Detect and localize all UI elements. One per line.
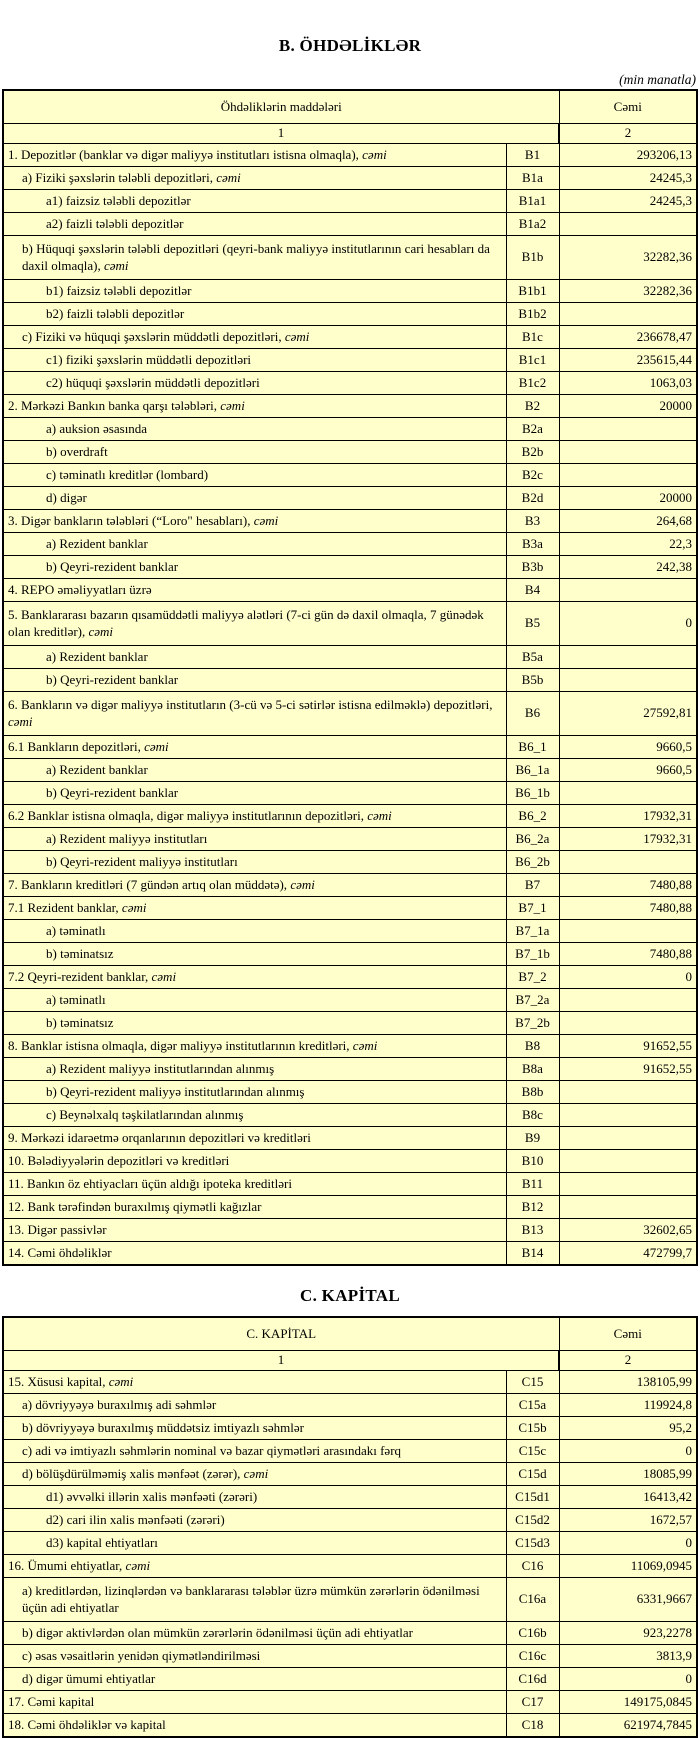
row-code-cell: B7_1a <box>506 920 559 943</box>
table-row <box>3 1509 697 1532</box>
row-code-cell: B7_1 <box>506 897 559 920</box>
row-label-cell: 16. Ümumi ehtiyatlar, cəmi <box>3 1555 506 1578</box>
row-code-cell: B6_1 <box>506 736 559 759</box>
table-row <box>3 805 697 828</box>
row-code-cell: B3b <box>506 556 559 579</box>
row-value-cell <box>559 579 697 602</box>
row-value-cell <box>559 646 697 669</box>
row-label-cell: 6.1 Bankların depozitləri, cəmi <box>3 736 506 759</box>
row-value-cell <box>559 1104 697 1127</box>
table-row <box>3 874 697 897</box>
row-code-cell: B2b <box>506 441 559 464</box>
row-code-cell: B3 <box>506 510 559 533</box>
row-value-cell: 32282,36 <box>559 236 697 280</box>
row-label-cell: a) təminatlı <box>3 920 506 943</box>
table-row <box>3 280 697 303</box>
row-label-cell: b) Qeyri-rezident banklar <box>3 782 506 805</box>
table-row <box>3 1150 697 1173</box>
row-value-cell <box>559 851 697 874</box>
row-value-cell: 0 <box>559 1440 697 1463</box>
row-code-cell: B3a <box>506 533 559 556</box>
row-label-cell: b) Qeyri-rezident banklar <box>3 669 506 692</box>
row-value-cell <box>559 1150 697 1173</box>
row-label-cell: 10. Bələdiyyələrin depozitləri və kreditləri <box>3 1150 506 1173</box>
row-code-cell: B7_2a <box>506 989 559 1012</box>
row-value-cell: 20000 <box>559 487 697 510</box>
section-b-title: B. ÖHDƏLİKLƏR <box>278 36 422 55</box>
row-value-cell: 1063,03 <box>559 372 697 395</box>
row-label-cell: 3. Digər bankların tələbləri (“Loro" hesabları), cəmi <box>3 510 506 533</box>
table-row <box>3 326 697 349</box>
table-row <box>3 533 697 556</box>
row-value-cell: 236678,47 <box>559 326 697 349</box>
row-label-cell: b) Hüquqi şəxslərin tələbli depozitləri (qeyri-bank maliyyə institutlarının cari hesabları da daxil olmaqla), cəmi <box>3 236 506 280</box>
table-row <box>3 943 697 966</box>
table-row <box>3 236 697 280</box>
table-row <box>3 1417 697 1440</box>
table-row <box>3 1622 697 1645</box>
unit-note: (min manatla) <box>619 72 696 87</box>
row-label-cell: b) təminatsız <box>3 1012 506 1035</box>
row-value-cell: 91652,55 <box>559 1035 697 1058</box>
row-label-cell: d1) əvvəlki illərin xalis mənfəəti (zərəri) <box>3 1486 506 1509</box>
row-code-cell: B12 <box>506 1196 559 1219</box>
row-code-cell: B1a1 <box>506 190 559 213</box>
row-code-cell: C16 <box>506 1555 559 1578</box>
capital-colnum-row <box>3 1351 697 1371</box>
table-row <box>3 303 697 326</box>
row-label-cell: a) təminatlı <box>3 989 506 1012</box>
row-code-cell: B6_2b <box>506 851 559 874</box>
row-code-cell: C15c <box>506 1440 559 1463</box>
table-row <box>3 1012 697 1035</box>
row-value-cell: 17932,31 <box>559 828 697 851</box>
table-row <box>3 464 697 487</box>
col2-number: 2 <box>559 1351 697 1371</box>
table-row <box>3 1463 697 1486</box>
row-value-cell <box>559 1081 697 1104</box>
table-row <box>3 349 697 372</box>
row-code-cell: B7 <box>506 874 559 897</box>
row-value-cell: 264,68 <box>559 510 697 533</box>
row-code-cell: B5a <box>506 646 559 669</box>
row-code-cell: B1c <box>506 326 559 349</box>
table-row <box>3 851 697 874</box>
row-code-cell: C16b <box>506 1622 559 1645</box>
row-label-cell: a) Rezident banklar <box>3 646 506 669</box>
row-label-cell: c) Beynəlxalq təşkilatlarından alınmış <box>3 1104 506 1127</box>
row-code-cell: B1c2 <box>506 372 559 395</box>
row-label-cell: c) adi və imtiyazlı səhmlərin nominal və bazar qiymətləri arasındakı fərq <box>3 1440 506 1463</box>
table-row <box>3 418 697 441</box>
row-value-cell: 17932,31 <box>559 805 697 828</box>
row-code-cell: B9 <box>506 1127 559 1150</box>
row-value-cell: 472799,7 <box>559 1242 697 1266</box>
liabilities-table <box>2 89 698 1266</box>
row-code-cell: B2c <box>506 464 559 487</box>
row-code-cell: B2d <box>506 487 559 510</box>
table-row <box>3 1035 697 1058</box>
row-label-cell: c) təminatlı kreditlər (lombard) <box>3 464 506 487</box>
row-code-cell: C15b <box>506 1417 559 1440</box>
table-row <box>3 1440 697 1463</box>
row-label-cell: a) dövriyyəyə buraxılmış adi səhmlər <box>3 1394 506 1417</box>
row-code-cell: B6_2a <box>506 828 559 851</box>
row-code-cell: B6_1a <box>506 759 559 782</box>
table-row <box>3 190 697 213</box>
capital-table <box>2 1316 698 1738</box>
row-value-cell: 621974,7845 <box>559 1714 697 1738</box>
row-label-cell: a) Rezident banklar <box>3 759 506 782</box>
row-value-cell: 0 <box>559 966 697 989</box>
row-label-cell: 7. Bankların kreditləri (7 gündən artıq olan müddətə), cəmi <box>3 874 506 897</box>
row-label-cell: 14. Cəmi öhdəliklər <box>3 1242 506 1266</box>
row-value-cell <box>559 669 697 692</box>
row-code-cell: B1b <box>506 236 559 280</box>
row-code-cell: B8b <box>506 1081 559 1104</box>
row-code-cell: B2 <box>506 395 559 418</box>
table-row <box>3 441 697 464</box>
table-row <box>3 966 697 989</box>
row-label-cell: b2) faizli tələbli depozitlər <box>3 303 506 326</box>
row-code-cell: B10 <box>506 1150 559 1173</box>
table-row <box>3 1173 697 1196</box>
row-code-cell: C16d <box>506 1668 559 1691</box>
table-row <box>3 487 697 510</box>
table-row <box>3 920 697 943</box>
row-label-cell: 1. Depozitlər (banklar və digər maliyyə institutları istisna olmaqla), cəmi <box>3 144 506 167</box>
row-label-cell: a) auksion əsasında <box>3 418 506 441</box>
row-code-cell: C16c <box>506 1645 559 1668</box>
table-row <box>3 897 697 920</box>
row-value-cell: 119924,8 <box>559 1394 697 1417</box>
liabilities-total-header: Cəmi <box>559 90 697 124</box>
row-label-cell: 6. Bankların və digər maliyyə institutların (3-cü və 5-ci sətirlər istisna edilməklə) depozitləri, cəmi <box>3 692 506 736</box>
row-code-cell: B8a <box>506 1058 559 1081</box>
row-code-cell: B13 <box>506 1219 559 1242</box>
row-code-cell: B1a <box>506 167 559 190</box>
table-row <box>3 1127 697 1150</box>
col1-number: 1 <box>3 1351 559 1371</box>
row-code-cell: B6_2 <box>506 805 559 828</box>
row-value-cell: 3813,9 <box>559 1645 697 1668</box>
row-label-cell: d) bölüşdürülməmiş xalis mənfəət (zərər), cəmi <box>3 1463 506 1486</box>
row-label-cell: c) Fiziki və hüquqi şəxslərin müddətli depozitləri, cəmi <box>3 326 506 349</box>
row-label-cell: b) Qeyri-rezident maliyyə institutlarından alınmış <box>3 1081 506 1104</box>
row-code-cell: C15d <box>506 1463 559 1486</box>
row-code-cell: B1a2 <box>506 213 559 236</box>
row-label-cell: d3) kapital ehtiyatları <box>3 1532 506 1555</box>
row-code-cell: B1b1 <box>506 280 559 303</box>
row-label-cell: 11. Bankın öz ehtiyacları üçün aldığı ipoteka kreditləri <box>3 1173 506 1196</box>
row-label-cell: a) Rezident maliyyə institutlarından alınmış <box>3 1058 506 1081</box>
row-code-cell: B8 <box>506 1035 559 1058</box>
row-value-cell: 923,2278 <box>559 1622 697 1645</box>
row-code-cell: B7_2b <box>506 1012 559 1035</box>
row-code-cell: C15a <box>506 1394 559 1417</box>
row-code-cell: B6_1b <box>506 782 559 805</box>
row-value-cell: 24245,3 <box>559 190 697 213</box>
row-value-cell <box>559 1196 697 1219</box>
capital-items-header: C. KAPİTAL <box>3 1317 559 1351</box>
row-label-cell: 6.2 Banklar istisna olmaqla, digər maliyyə institutlarının depozitləri, cəmi <box>3 805 506 828</box>
row-code-cell: C18 <box>506 1714 559 1738</box>
table-row <box>3 646 697 669</box>
row-code-cell: B1 <box>506 144 559 167</box>
table-row <box>3 1555 697 1578</box>
table-row <box>3 759 697 782</box>
row-value-cell: 6331,9667 <box>559 1578 697 1622</box>
table-row <box>3 1532 697 1555</box>
row-label-cell: 7.1 Rezident banklar, cəmi <box>3 897 506 920</box>
row-value-cell: 0 <box>559 1668 697 1691</box>
row-value-cell: 293206,13 <box>559 144 697 167</box>
table-row <box>3 989 697 1012</box>
row-label-cell: 13. Digər passivlər <box>3 1219 506 1242</box>
row-value-cell: 20000 <box>559 395 697 418</box>
row-value-cell <box>559 920 697 943</box>
row-label-cell: 8. Banklar istisna olmaqla, digər maliyyə institutlarının kreditləri, cəmi <box>3 1035 506 1058</box>
row-label-cell: 12. Bank tərəfindən buraxılmış qiymətli kağızlar <box>3 1196 506 1219</box>
table-row <box>3 510 697 533</box>
table-row <box>3 736 697 759</box>
row-value-cell <box>559 1173 697 1196</box>
table-row <box>3 1578 697 1622</box>
row-value-cell: 95,2 <box>559 1417 697 1440</box>
row-value-cell: 149175,0845 <box>559 1691 697 1714</box>
table-row <box>3 1196 697 1219</box>
row-value-cell: 27592,81 <box>559 692 697 736</box>
row-label-cell: b) dövriyyəyə buraxılmış müddətsiz imtiyazlı səhmlər <box>3 1417 506 1440</box>
row-label-cell: 18. Cəmi öhdəliklər və kapital <box>3 1714 506 1738</box>
row-label-cell: d) digər ümumi ehtiyatlar <box>3 1668 506 1691</box>
row-value-cell <box>559 441 697 464</box>
table-row <box>3 1714 697 1738</box>
row-code-cell: C15 <box>506 1371 559 1394</box>
row-code-cell: C15d2 <box>506 1509 559 1532</box>
row-label-cell: b) təminatsız <box>3 943 506 966</box>
table-row <box>3 144 697 167</box>
row-label-cell: a2) faizli tələbli depozitlər <box>3 213 506 236</box>
row-label-cell: a) Rezident maliyyə institutları <box>3 828 506 851</box>
capital-total-header: Cəmi <box>559 1317 697 1351</box>
row-label-cell: a) Rezident banklar <box>3 533 506 556</box>
capital-table-body <box>3 1371 697 1738</box>
row-code-cell: B2a <box>506 418 559 441</box>
table-row <box>3 1104 697 1127</box>
table-row <box>3 1645 697 1668</box>
row-value-cell: 18085,99 <box>559 1463 697 1486</box>
row-code-cell: B1c1 <box>506 349 559 372</box>
row-code-cell: C17 <box>506 1691 559 1714</box>
row-value-cell <box>559 989 697 1012</box>
table-row <box>3 1691 697 1714</box>
liabilities-items-header: Öhdəliklərin maddələri <box>3 90 559 124</box>
table-row <box>3 669 697 692</box>
liabilities-colnum-row <box>3 124 697 144</box>
table-row <box>3 1668 697 1691</box>
table-row <box>3 167 697 190</box>
row-code-cell: C16a <box>506 1578 559 1622</box>
row-label-cell: 17. Cəmi kapital <box>3 1691 506 1714</box>
row-value-cell: 7480,88 <box>559 897 697 920</box>
liabilities-header-row <box>3 90 697 124</box>
row-value-cell: 9660,5 <box>559 736 697 759</box>
row-label-cell: a) kreditlərdən, lizinqlərdən və banklararası tələblər üzrə mümkün zərərlərin ödənilməsi üçün adi ehtiyatlar <box>3 1578 506 1622</box>
row-label-cell: b) Qeyri-rezident banklar <box>3 556 506 579</box>
row-label-cell: b) Qeyri-rezident maliyyə institutları <box>3 851 506 874</box>
table-row <box>3 602 697 646</box>
row-value-cell: 242,38 <box>559 556 697 579</box>
row-value-cell: 11069,0945 <box>559 1555 697 1578</box>
row-code-cell: B7_2 <box>506 966 559 989</box>
row-value-cell <box>559 464 697 487</box>
row-value-cell <box>559 1127 697 1150</box>
table-row <box>3 692 697 736</box>
row-label-cell: a) Fiziki şəxslərin tələbli depozitləri, cəmi <box>3 167 506 190</box>
capital-header-row <box>3 1317 697 1351</box>
table-row <box>3 556 697 579</box>
row-value-cell: 235615,44 <box>559 349 697 372</box>
row-value-cell: 7480,88 <box>559 943 697 966</box>
row-label-cell: a1) faizsiz tələbli depozitlər <box>3 190 506 213</box>
row-value-cell: 32602,65 <box>559 1219 697 1242</box>
table-row <box>3 1371 697 1394</box>
row-code-cell: B1b2 <box>506 303 559 326</box>
table-row <box>3 1219 697 1242</box>
table-row <box>3 372 697 395</box>
row-value-cell: 0 <box>559 602 697 646</box>
row-code-cell: B6 <box>506 692 559 736</box>
table-row <box>3 1486 697 1509</box>
row-label-cell: b) overdraft <box>3 441 506 464</box>
row-value-cell <box>559 1012 697 1035</box>
row-code-cell: B14 <box>506 1242 559 1266</box>
row-label-cell: c2) hüquqi şəxslərin müddətli depozitləri <box>3 372 506 395</box>
row-value-cell: 0 <box>559 1532 697 1555</box>
row-value-cell: 138105,99 <box>559 1371 697 1394</box>
row-value-cell <box>559 213 697 236</box>
col1-number: 1 <box>3 124 559 144</box>
col2-number: 2 <box>559 124 697 144</box>
row-value-cell: 16413,42 <box>559 1486 697 1509</box>
row-code-cell: B4 <box>506 579 559 602</box>
row-value-cell <box>559 782 697 805</box>
row-label-cell: d2) cari ilin xalis mənfəəti (zərəri) <box>3 1509 506 1532</box>
row-label-cell: 2. Mərkəzi Bankın banka qarşı tələbləri, cəmi <box>3 395 506 418</box>
table-row <box>3 1242 697 1266</box>
row-code-cell: C15d3 <box>506 1532 559 1555</box>
row-code-cell: B7_1b <box>506 943 559 966</box>
row-value-cell: 22,3 <box>559 533 697 556</box>
row-value-cell: 9660,5 <box>559 759 697 782</box>
row-value-cell <box>559 418 697 441</box>
table-row <box>3 1394 697 1417</box>
row-label-cell: c) əsas vəsaitlərin yenidən qiymətləndirilməsi <box>3 1645 506 1668</box>
liabilities-table-body <box>3 144 697 1266</box>
row-label-cell: b) digər aktivlərdən olan mümkün zərərlərin ödənilməsi üçün adi ehtiyatlar <box>3 1622 506 1645</box>
row-value-cell: 91652,55 <box>559 1058 697 1081</box>
row-code-cell: B8c <box>506 1104 559 1127</box>
row-code-cell: B5b <box>506 669 559 692</box>
table-row <box>3 1081 697 1104</box>
row-code-cell: B11 <box>506 1173 559 1196</box>
row-label-cell: 15. Xüsusi kapital, cəmi <box>3 1371 506 1394</box>
row-label-cell: 7.2 Qeyri-rezident banklar, cəmi <box>3 966 506 989</box>
table-row <box>3 213 697 236</box>
section-c-title: C. KAPİTAL <box>300 1286 400 1305</box>
row-label-cell: 5. Banklararası bazarın qısamüddətli maliyyə alətləri (7-ci gün də daxil olmaqla, 7 günədək olan kreditlər), cəmi <box>3 602 506 646</box>
row-code-cell: C15d1 <box>506 1486 559 1509</box>
row-label-cell: b1) faizsiz tələbli depozitlər <box>3 280 506 303</box>
row-value-cell <box>559 303 697 326</box>
row-label-cell: d) digər <box>3 487 506 510</box>
table-row <box>3 828 697 851</box>
table-row <box>3 579 697 602</box>
table-row <box>3 782 697 805</box>
row-value-cell: 1672,57 <box>559 1509 697 1532</box>
table-row <box>3 1058 697 1081</box>
row-value-cell: 32282,36 <box>559 280 697 303</box>
row-label-cell: c1) fiziki şəxslərin müddətli depozitləri <box>3 349 506 372</box>
row-code-cell: B5 <box>506 602 559 646</box>
row-label-cell: 9. Mərkəzi idarəetmə orqanlarının depozitləri və kreditləri <box>3 1127 506 1150</box>
row-label-cell: 4. REPO əməliyyatları üzrə <box>3 579 506 602</box>
row-value-cell: 24245,3 <box>559 167 697 190</box>
row-value-cell: 7480,88 <box>559 874 697 897</box>
table-row <box>3 395 697 418</box>
